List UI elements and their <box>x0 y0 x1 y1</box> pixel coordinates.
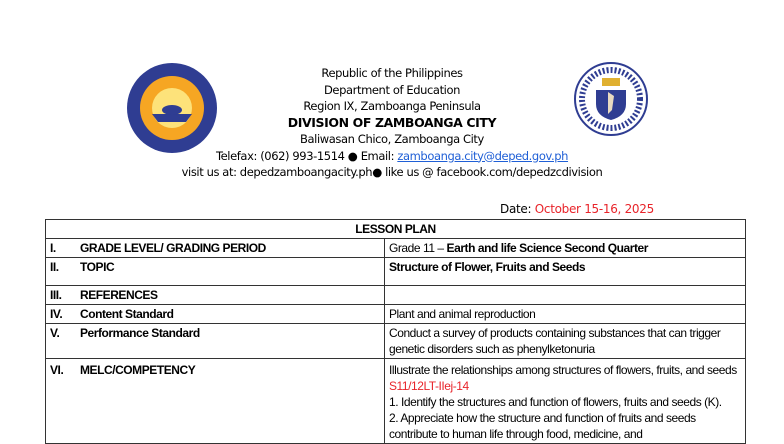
row-num: IV. <box>50 307 63 321</box>
row-label: REFERENCES <box>80 288 158 302</box>
row-value: Conduct a survey of products containing substances that can trigger genetic disorders such as phenylketonuria <box>385 324 746 359</box>
row-value: Plant and animal reproduction <box>385 305 746 324</box>
header-line: Region IX, Zamboanga Peninsula <box>303 99 481 113</box>
row-num: VI. <box>50 363 64 377</box>
division-title: DIVISION OF ZAMBOANGA CITY <box>287 114 497 130</box>
date <box>500 202 654 216</box>
row-num: II. <box>50 260 59 274</box>
objective-2: 2. Appreciate how the structure and function of fruits and seeds contribute to human life through food, medicine, and <box>389 411 696 441</box>
row-num: III. <box>50 288 62 302</box>
row-label: MELC/COMPETENCY <box>80 363 196 377</box>
row-label: TOPIC <box>80 260 115 274</box>
table-row <box>46 305 746 324</box>
table-row <box>46 359 746 444</box>
row-value <box>385 286 746 305</box>
table-row <box>46 324 746 359</box>
header-line: Department of Education <box>323 82 461 97</box>
objective-1: 1. Identify the structures and function of flowers, fruits and seeds (K). <box>389 395 722 409</box>
row-label: Performance Standard <box>80 326 200 340</box>
row-value-bold: Earth and life Science Second Quarter <box>446 241 648 255</box>
date-label: Date: <box>500 202 535 216</box>
header-visit: visit us at: depedzamboangacity.ph● like us @ facebook.com/depedzcdivision <box>181 165 603 179</box>
row-value: Grade 11 – <box>389 241 447 255</box>
row-value: Structure of Flower, Fruits and Seeds <box>385 258 746 286</box>
row-num: I. <box>50 241 56 255</box>
email-link[interactable]: zamboanga.city@deped.gov.ph <box>397 148 569 163</box>
lesson-plan-table <box>45 219 746 444</box>
competency-text: Illustrate the relationships among structures of flowers, fruits, and seeds <box>389 363 737 377</box>
header-line: Republic of the Philippines <box>321 66 463 80</box>
table-row <box>46 258 746 286</box>
table-row <box>46 239 746 258</box>
row-label: GRADE LEVEL/ GRADING PERIOD <box>80 241 266 255</box>
table-row <box>46 286 746 305</box>
row-label: Content Standard <box>80 307 174 321</box>
telefax-text: Telefax: (062) 993-1514 ● Email: <box>215 148 398 163</box>
competency-code: S11/12LT-IIej-14 <box>389 379 469 393</box>
row-num: V. <box>50 326 60 340</box>
table-title: LESSON PLAN <box>46 220 746 239</box>
header-contact <box>0 148 784 165</box>
date-value: October 15-16, 2025 <box>534 202 654 216</box>
header-address: Baliwasan Chico, Zamboanga City <box>300 132 484 146</box>
